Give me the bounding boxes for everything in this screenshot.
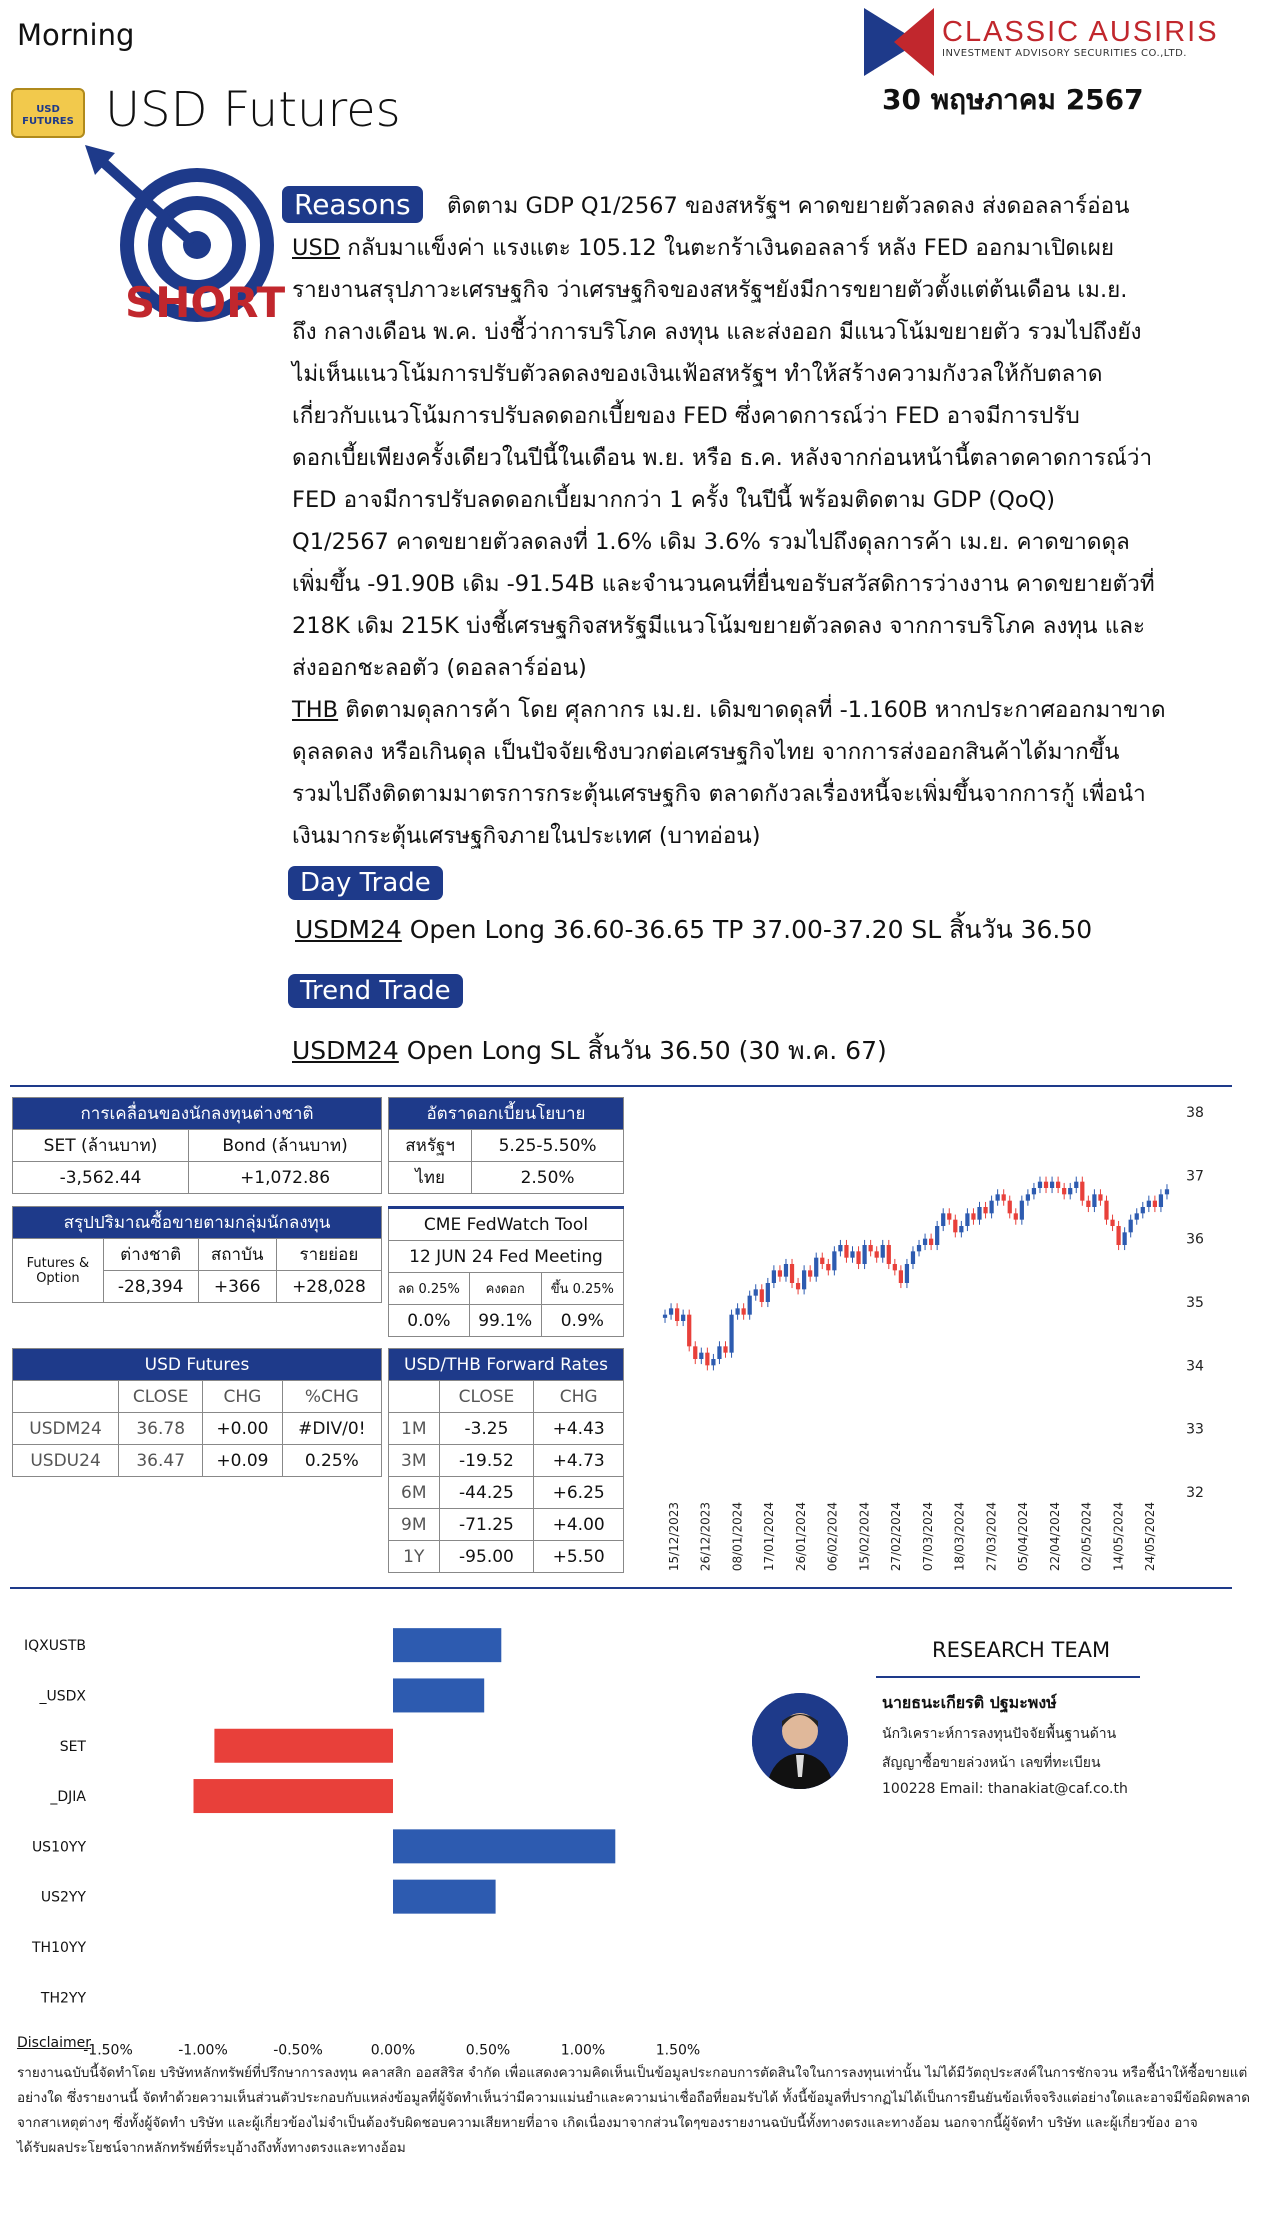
reason-line-9: Q1/2567 คาดขยายตัวลดลงที่ 1.6% เดิม 3.6% รวมไปถึงดุลการค้า เม.ย. คาดขาดดุล (292, 529, 1130, 555)
analyst-name: นายธนะเกียรติ ปฐมะพงษ์ (882, 1693, 1057, 1712)
forward-chg-header: CHG (534, 1381, 624, 1413)
candle-body (959, 1226, 963, 1232)
candle-body (1092, 1194, 1096, 1207)
candle-body (929, 1239, 933, 1245)
analyst-contact: 100228 Email: thanakiat@caf.co.th (882, 1781, 1128, 1797)
disclaimer-line: ได้รับผลประโยชน์จากหลักทรัพย์ที่ระบุอ้างถึงทั้งทางตรงและทางอ้อม (17, 2140, 406, 2156)
trend-trade-symbol: USDM24 (292, 1036, 399, 1065)
table-row: USDU24 36.47 +0.09 0.25% (13, 1445, 382, 1477)
candle-body (1020, 1201, 1024, 1220)
candle-body (935, 1226, 939, 1245)
candle-body (796, 1283, 800, 1289)
reason-line-16: เงินมากระตุ้นเศรษฐกิจภายในประเทศ (บาทอ่อน) (292, 823, 761, 849)
x-tick-label: 27/03/2024 (984, 1502, 999, 1572)
y-tick-label: 32 (1186, 1485, 1204, 1501)
x-tick-label: -1.00% (178, 2042, 228, 2059)
foreign-flow-bond: +1,072.86 (189, 1162, 382, 1194)
section-divider (10, 1085, 1232, 1087)
candle-body (723, 1346, 727, 1352)
thb-tag: THB (292, 697, 339, 723)
candle-body (681, 1315, 685, 1321)
candle-body (717, 1346, 721, 1359)
candle-body (1116, 1226, 1120, 1245)
reason-line-4: ถึง กลางเดือน พ.ค. บ่งชี้ว่าการบริโภค ลงทุน และส่งออก มีแนวโน้มขยายตัว รวมไปถึงยัง (292, 319, 1142, 345)
policy-rate-us-label: สหรัฐฯ (389, 1130, 472, 1162)
table-row: 1Y -95.00 +5.50 (389, 1541, 624, 1573)
disclaimer-line: จากสาเหตุต่างๆ ซึ่งทั้งผู้จัดทำ บริษัท และผู้เกี่ยวข้องไม่จำเป็นต้องรับผิดชอบความเสียหายที่อาจ เกิดเนื่องมาจากส่วนใดๆของรายงานฉบับนี้ทั้งทางตรงและทางอ้อม นอกจากนี้ผู้จัดทำ บริษัท และผู้เกี่ยวข้อง อาจ (17, 2115, 1198, 2131)
bar-category-label: TH10YY (32, 1939, 86, 1956)
reason-line-3: รายงานสรุปภาวะเศรษฐกิจ ว่าเศรษฐกิจของสหรัฐฯยังมีการขยายตัวตั้งแต่ต้นเดือน เม.ย. (292, 277, 1128, 303)
fedwatch-hold-header: คงดอก (469, 1273, 541, 1305)
signal-label: SHORT (125, 278, 286, 327)
candle-body (911, 1251, 915, 1264)
bar-category-label: SET (59, 1738, 86, 1755)
candle-body (754, 1289, 758, 1295)
x-tick-label: 26/12/2023 (698, 1502, 713, 1572)
candle-body (1026, 1194, 1030, 1200)
candle-body (887, 1245, 891, 1264)
bar-category-label: _DJIA (50, 1789, 86, 1806)
candle-body (1008, 1201, 1012, 1214)
forward-rates-title: USD/THB Forward Rates (389, 1349, 624, 1381)
investor-foreign-value: -28,394 (103, 1271, 198, 1303)
fedwatch-cut-value: 0.0% (389, 1305, 470, 1337)
x-tick-label: 0.00% (370, 2042, 416, 2059)
reason-line-7: ดอกเบี้ยเพียงครั้งเดียวในปีนี้ในเดือน พ.ย. หรือ ธ.ค. หลังจากก่อนหน้านี้ตลาดคาดการณ์ว่า (292, 445, 1153, 471)
fedwatch-title: CME FedWatch Tool (389, 1208, 624, 1241)
x-tick-label: 1.00% (560, 2042, 606, 2059)
candle-body (1050, 1182, 1054, 1188)
candle-body (814, 1258, 818, 1277)
company-subtitle: INVESTMENT ADVISORY SECURITIES CO.,LTD. (942, 48, 1187, 59)
usd-futures-title: USD Futures (13, 1349, 382, 1381)
reason-line-13: THB ติดตามดุลการค้า โดย ศุลกากร เม.ย. เดิมขาดดุลที่ -1.160B หากประกาศออกมาขาด (292, 697, 1166, 723)
table-row: 3M -19.52 +4.73 (389, 1445, 624, 1477)
x-tick-label: 24/05/2024 (1143, 1502, 1158, 1572)
candle-body (923, 1239, 927, 1245)
reason-line-8: FED อาจมีการปรับลดดอกเบี้ยมากกว่า 1 ครั้ง ในปีนี้ พร้อมติดตาม GDP (QoQ) (292, 487, 1056, 513)
day-trade-text: USDM24 Open Long 36.60-36.65 TP 37.00-37.20 SL สิ้นวัน 36.50 (295, 915, 1093, 944)
reason-line-1: ติดตาม GDP Q1/2567 ของสหรัฐฯ คาดขยายตัวลดลง ส่งดอลลาร์อ่อน (447, 193, 1130, 219)
reasons-label: Reasons (282, 186, 423, 223)
investor-foreign-header: ต่างชาติ (103, 1239, 198, 1271)
candle-body (820, 1258, 824, 1264)
bar-category-label: IQXUSTB (23, 1638, 86, 1655)
page-title: USD Futures (105, 82, 401, 138)
candle-body (766, 1283, 770, 1302)
candle-body (1002, 1194, 1006, 1200)
candle-body (1014, 1213, 1018, 1219)
candle-body (856, 1251, 860, 1264)
x-tick-label: 06/02/2024 (825, 1502, 840, 1572)
y-tick-label: 33 (1186, 1421, 1204, 1438)
research-team-title: RESEARCH TEAM (932, 1638, 1111, 1662)
candle-body (699, 1353, 703, 1359)
foreign-flow-set: -3,562.44 (13, 1162, 189, 1194)
candle-body (711, 1359, 715, 1365)
candle-body (1098, 1194, 1102, 1200)
foreign-flow-col1: SET (ล้านบาท) (13, 1130, 189, 1162)
x-tick-label: -0.50% (273, 2042, 323, 2059)
x-tick-label: 1.50% (655, 2042, 701, 2059)
x-tick-label: 15/12/2023 (666, 1502, 681, 1572)
x-tick-label: 27/02/2024 (889, 1502, 904, 1572)
candle-body (1038, 1182, 1042, 1188)
x-tick-label: 05/04/2024 (1016, 1502, 1031, 1572)
fedwatch-meeting: 12 JUN 24 Fed Meeting (389, 1241, 624, 1273)
candle-body (748, 1296, 752, 1315)
candle-body (850, 1251, 854, 1257)
fedwatch-hike-value: 0.9% (541, 1305, 623, 1337)
candle-body (693, 1346, 697, 1359)
usd-futures-chg-header: CHG (203, 1381, 282, 1413)
investor-group-title: สรุปปริมาณซื้อขายตามกลุ่มนักลงทุน (13, 1207, 382, 1239)
forward-close-header: CLOSE (439, 1381, 534, 1413)
fedwatch-hike-header: ขึ้น 0.25% (541, 1273, 623, 1305)
investor-group-row-label: Futures & Option (13, 1239, 104, 1303)
candle-body (905, 1264, 909, 1283)
candle-body (1129, 1220, 1133, 1233)
bar (393, 1678, 484, 1712)
usd-futures-pct-header: %CHG (282, 1381, 381, 1413)
reason-line-14: ดุลลดลง หรือเกินดุล เป็นปัจจัยเชิงบวกต่อเศรษฐกิจไทย จากการส่งออกสินค้าได้มากขึ้น (292, 739, 1120, 765)
policy-rate-us: 5.25-5.50% (472, 1130, 624, 1162)
y-tick-label: 35 (1186, 1295, 1204, 1311)
candle-body (1153, 1201, 1157, 1207)
research-divider (876, 1676, 1140, 1678)
x-tick-label: 22/04/2024 (1047, 1502, 1062, 1572)
analyst-avatar (752, 1693, 848, 1789)
candle-body (977, 1207, 981, 1220)
reason-line-10: เพิ่มขึ้น -91.90B เดิม -91.54B และจำนวนคนที่ยื่นขอรับสวัสดิการว่างงาน คาดขยายตัวที่ (292, 571, 1155, 597)
candle-body (790, 1264, 794, 1283)
candle-body (1086, 1201, 1090, 1207)
disclaimer-text (17, 2061, 1257, 2161)
candle-body (965, 1213, 969, 1226)
foreign-flow-title: การเคลื่อนของนักลงทุนต่างชาติ (13, 1098, 382, 1130)
forward-rates-table (388, 1348, 624, 1573)
usd-futures-badge (11, 88, 85, 138)
candle-body (687, 1315, 691, 1347)
x-tick-label: 02/05/2024 (1079, 1502, 1094, 1572)
reason-line-5: ไม่เห็นแนวโน้มการปรับตัวลดลงของเงินเฟ้อสหรัฐฯ ทำให้สร้างความกังวลให้กับตลาด (292, 361, 1103, 387)
candle-body (844, 1245, 848, 1258)
candle-body (989, 1201, 993, 1214)
bar (393, 1880, 496, 1914)
x-tick-label: 14/05/2024 (1111, 1502, 1126, 1572)
y-tick-label: 34 (1186, 1358, 1204, 1375)
fedwatch-hold-value: 99.1% (469, 1305, 541, 1337)
disclaimer-line: รายงานฉบับนี้จัดทำโดย บริษัทหลักทรัพย์ที่ปรึกษาการลงทุน คลาสสิก ออสสิริส จำกัด เพื่อแสดงความคิดเห็นเป็นข้อมูลประกอบการตัดสินใจในการลงทุนเท่านั้น ไม่ได้มีวัตถุประสงค์ในการชักจวน หรือชี้นำให้ซื้อขายแต่ (17, 2065, 1248, 2081)
candle-body (917, 1245, 921, 1251)
disclaimer-line: อย่างใด ซึ่งรายงานนี้ จัดทำด้วยความเห็นส่วนตัวประกอบกับแหล่งข้อมูลที่ผู้จัดทำเห็นว่ามีความแม่นยำและความน่าเชื่อถือที่ยอมรับได้ ทั้งนี้ข้อมูลที่ปรากฏไม่ได้เป็นการยืนยันข้อเท็จจริงแต่อย่างใดและอาจมีข้อผิดพลาด (17, 2090, 1250, 2106)
market-change-bar-chart (0, 1600, 720, 2060)
candle-body (832, 1251, 836, 1270)
foreign-flow-table (12, 1097, 382, 1194)
usd-futures-close-header: CLOSE (119, 1381, 203, 1413)
policy-rate-th: 2.50% (472, 1162, 624, 1194)
badge-text: USD FUTURES (22, 104, 74, 127)
candle-body (1147, 1201, 1151, 1207)
x-tick-label: 26/01/2024 (793, 1502, 808, 1572)
candle-body (881, 1245, 885, 1258)
day-trade-label: Day Trade (288, 866, 443, 900)
candle-body (1056, 1182, 1060, 1188)
policy-rate-th-label: ไทย (389, 1162, 472, 1194)
candle-body (869, 1245, 873, 1251)
x-tick-label: 0.50% (465, 2042, 511, 2059)
reason-line-12: ส่งออกชะลอตัว (ดอลลาร์อ่อน) (292, 655, 587, 681)
candle-body (893, 1264, 897, 1270)
analyst-license: สัญญาซื้อขายล่วงหน้า เลขที่ทะเบียน (882, 1755, 1101, 1771)
candle-body (983, 1207, 987, 1213)
candle-body (1068, 1188, 1072, 1194)
candle-body (1135, 1213, 1139, 1219)
x-tick-label: 08/01/2024 (730, 1502, 745, 1572)
usdthb-candlestick-chart (640, 1092, 1220, 1592)
candle-body (1104, 1201, 1108, 1220)
reason-line-11: 218K เดิม 215K บ่งชี้เศรษฐกิจสหรัฐมีแนวโน้มขยายตัวลดลง จากการบริโภค ลงทุน และ (292, 613, 1146, 639)
candle-body (669, 1308, 673, 1314)
candle-body (941, 1213, 945, 1226)
candle-body (899, 1270, 903, 1283)
candle-body (675, 1308, 679, 1321)
trend-trade-text: USDM24 Open Long SL สิ้นวัน 36.50 (30 พ.ค. 67) (292, 1036, 887, 1065)
candle-body (971, 1213, 975, 1219)
candle-body (953, 1220, 957, 1233)
usd-tag: USD (292, 235, 341, 261)
bar (393, 1628, 501, 1662)
candle-body (1123, 1232, 1127, 1245)
y-tick-label: 36 (1186, 1231, 1204, 1248)
candle-body (1080, 1182, 1084, 1201)
bar (214, 1729, 393, 1763)
candle-body (784, 1264, 788, 1277)
reason-line-2: USD กลับมาแข็งค่า แรงแตะ 105.12 ในตะกร้าเงินดอลลาร์ หลัง FED ออกมาเปิดเผย (292, 235, 1115, 261)
day-trade-symbol: USDM24 (295, 915, 402, 944)
company-name: CLASSIC AUSIRIS (942, 16, 1219, 48)
y-tick-label: 38 (1186, 1105, 1204, 1121)
bar-category-label: _USDX (39, 1688, 86, 1705)
section-divider-2 (10, 1587, 1232, 1589)
candle-body (1044, 1182, 1048, 1188)
investor-institution-value: +366 (198, 1271, 276, 1303)
candle-body (729, 1315, 733, 1353)
candle-body (735, 1308, 739, 1314)
table-row: 1M -3.25 +4.43 (389, 1413, 624, 1445)
candle-body (705, 1353, 709, 1366)
bar-category-label: US10YY (31, 1839, 86, 1856)
candle-body (1165, 1189, 1169, 1194)
reason-line-15: รวมไปถึงติดตามมาตรการกระตุ้นเศรษฐกิจ ตลาดกังวลเรื่องหนี้จะเพิ่มขึ้นจากการกู้ เพื่อนำ (292, 781, 1146, 807)
bar-category-label: US2YY (40, 1889, 86, 1906)
investor-group-table (12, 1206, 382, 1303)
analyst-role: นักวิเคราะห์การลงทุนปัจจัยพื้นฐานด้าน (882, 1726, 1117, 1742)
usd-futures-table (12, 1348, 382, 1477)
bar (194, 1779, 394, 1813)
candle-body (875, 1251, 879, 1257)
policy-rate-table (388, 1097, 624, 1194)
candle-body (1141, 1207, 1145, 1213)
candle-body (1032, 1188, 1036, 1194)
x-tick-label: 07/03/2024 (920, 1502, 935, 1572)
foreign-flow-col2: Bond (ล้านบาท) (189, 1130, 382, 1162)
candle-body (760, 1289, 764, 1302)
investor-retail-value: +28,028 (276, 1271, 381, 1303)
policy-rate-title: อัตราดอกเบี้ยนโยบาย (389, 1098, 624, 1130)
disclaimer-title: Disclaimer (17, 2035, 92, 2051)
table-row: 9M -71.25 +4.00 (389, 1509, 624, 1541)
candle-body (663, 1315, 667, 1318)
candle-body (778, 1270, 782, 1276)
candle-body (742, 1308, 746, 1314)
x-tick-label: 18/03/2024 (952, 1502, 967, 1572)
reason-line-6: เกี่ยวกับแนวโน้มการปรับลดดอกเบี้ยของ FED ซึ่งคาดการณ์ว่า FED อาจมีการปรับ (292, 403, 1080, 429)
candle-body (1062, 1188, 1066, 1194)
candle-body (772, 1270, 776, 1283)
session-label: Morning (17, 18, 135, 52)
candle-body (1159, 1194, 1163, 1207)
candle-body (1074, 1182, 1078, 1188)
investor-institution-header: สถาบัน (198, 1239, 276, 1271)
y-tick-label: 37 (1186, 1168, 1204, 1185)
candle-body (826, 1264, 830, 1270)
x-tick-label: -1.50% (83, 2042, 133, 2059)
x-tick-label: 15/02/2024 (857, 1502, 872, 1572)
investor-retail-header: รายย่อย (276, 1239, 381, 1271)
candle-body (862, 1245, 866, 1264)
fedwatch-table (388, 1206, 624, 1337)
table-row: USDM24 36.78 +0.00 #DIV/0! (13, 1413, 382, 1445)
report-date: 30 พฤษภาคม 2567 (882, 83, 1144, 116)
candle-body (838, 1245, 842, 1251)
table-row: 6M -44.25 +6.25 (389, 1477, 624, 1509)
candle-body (808, 1270, 812, 1276)
fedwatch-cut-header: ลด 0.25% (389, 1273, 470, 1305)
bar (393, 1829, 615, 1863)
candle-body (1110, 1220, 1114, 1226)
x-tick-label: 17/01/2024 (762, 1502, 777, 1572)
candle-body (802, 1270, 806, 1289)
bar-category-label: TH2YY (40, 1990, 86, 2007)
trend-trade-label: Trend Trade (288, 974, 463, 1008)
candle-body (996, 1194, 1000, 1200)
candle-body (947, 1213, 951, 1219)
